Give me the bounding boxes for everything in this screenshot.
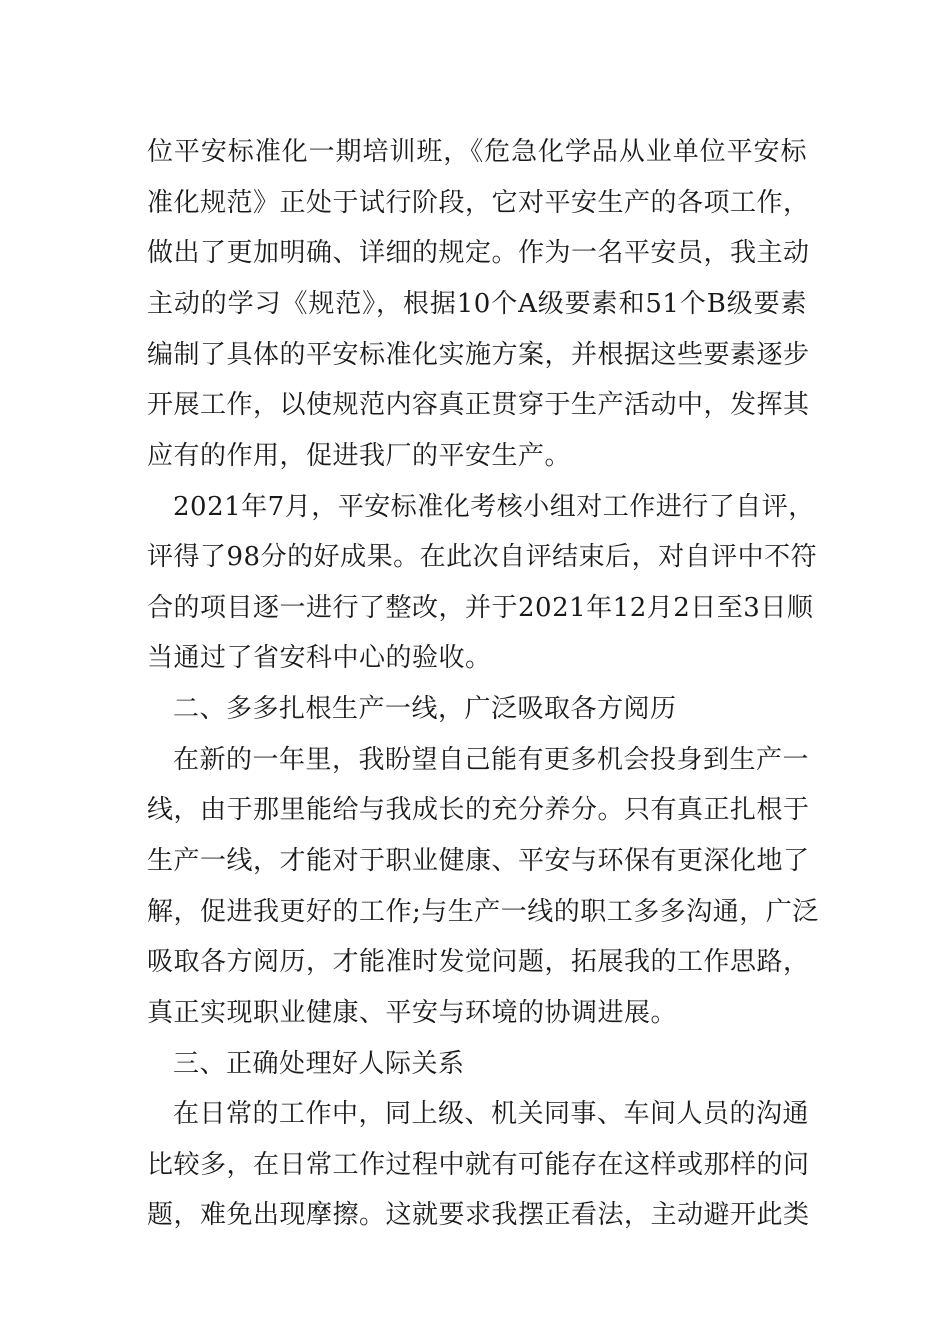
paragraph-line: 在日常的工作中，同上级、机关同事、车间人员的沟通: [173, 1099, 810, 1129]
paragraph-line: 合的项目逐一进行了整改，并于2021年12月2日至3日顺: [147, 593, 814, 623]
paragraph-line: 线，由于那里能给与我成长的充分养分。只有真正扎根于: [147, 795, 810, 825]
paragraph-line: 主动的学习《规范》，根据10个A级要素和51个B级要素: [147, 289, 807, 319]
paragraph-line: 比较多，在日常工作过程中就有可能存在这样或那样的问: [147, 1150, 810, 1180]
paragraph-line: 位平安标准化一期培训班，《危急化学品从业单位平安标: [147, 137, 807, 167]
paragraph-line: 2021年7月，平安标准化考核小组对工作进行了自评，: [173, 492, 815, 522]
paragraph-line: 生产一线，才能对于职业健康、平安与环保有更深化地了: [147, 846, 810, 876]
paragraph-line: 吸取各方阅历，才能准时发觉问题，拓展我的工作思路，: [147, 947, 810, 977]
paragraph-line: 评得了98分的好成果。在此次自评结束后，对自评中不符: [147, 542, 818, 572]
section-heading: 二、多多扎根生产一线，广泛吸取各方阅历: [173, 694, 677, 724]
paragraph-line: 在新的一年里，我盼望自己能有更多机会投身到生产一: [173, 745, 810, 775]
paragraph-line: 做出了更加明确、详细的规定。作为一名平安员，我主动: [147, 238, 810, 268]
section-heading: 三、正确处理好人际关系: [173, 1049, 465, 1079]
paragraph-line: 题，难免出现摩擦。这就要求我摆正看法，主动避开此类: [147, 1200, 810, 1230]
paragraph-line: 当通过了省安科中心的验收。: [147, 643, 492, 673]
paragraph-line: 准化规范》正处于试行阶段，它对平安生产的各项工作，: [147, 188, 810, 218]
paragraph-line: 真正实现职业健康、平安与环境的协调进展。: [147, 998, 678, 1028]
paragraph-line: 编制了具体的平安标准化实施方案，并根据这些要素逐步: [147, 340, 810, 370]
paragraph-line: 开展工作，以使规范内容真正贯穿于生产活动中，发挥其: [147, 390, 810, 420]
paragraph-line: 应有的作用，促进我厂的平安生产。: [147, 441, 572, 471]
paragraph-line: 解，促进我更好的工作;与生产一线的职工多多沟通，广泛: [147, 897, 819, 927]
